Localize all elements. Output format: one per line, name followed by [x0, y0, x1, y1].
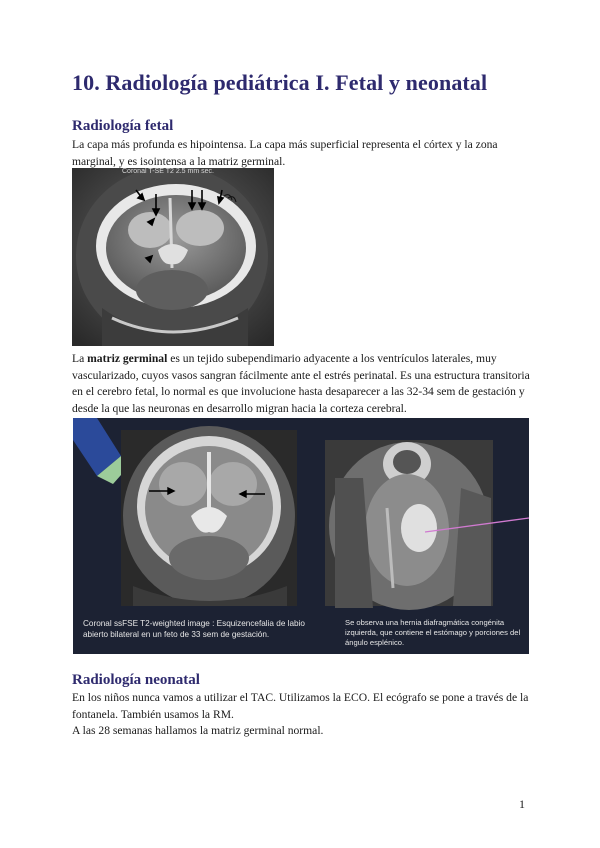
section-heading-fetal: Radiología fetal	[72, 118, 174, 134]
paragraph-matriz-germinal	[72, 351, 532, 417]
matriz-text-rest: es un tejido subependimario adyacente a los ventrículos laterales, muy vascularizado, cuyos vasos sangran fácilmente ante el estrés perinatal. Es una estructura transitoria en el cerebro fetal, lo normal es que involucione hasta desaparecer a las 32-34 sem de gestación y desde la que las neuronas en desarrollo migran hacia la corteza cerebral.	[72, 352, 530, 415]
paragraph-neonatal-28-weeks: A las 28 semanas hallamos la matriz germinal normal.	[72, 724, 324, 737]
matriz-text-lead: La	[72, 352, 88, 365]
paragraph-neonatal-imaging: En los niños nunca vamos a utilizar el TAC. Utilizamos la ECO. El ecógrafo se pone a través de la fontanela. También usamos la RM.	[72, 691, 529, 721]
page-title: 10. Radiología pediátrica I. Fetal y neonatal	[72, 70, 488, 95]
section-heading-neonatal: Radiología neonatal	[72, 672, 200, 688]
slide-caption-left: Coronal ssFSE T2-weighted image : Esquizencefalia de labio abierto bilateral en un feto de 33 sem de gestación.	[83, 619, 305, 639]
slide-caption-right: Se observa una hernia diafragmática congénita izquierda, que contiene el estómago y porciones del ángulo esplénico.	[345, 618, 521, 647]
paragraph-fetal-layers: La capa más profunda es hipointensa. La capa más superficial representa el córtex y la zona marginal, y es isointensa a la matriz germinal.	[72, 138, 498, 168]
page-number: 1	[519, 797, 525, 811]
fetal-mri-slide	[73, 418, 529, 654]
mri-sequence-label: Coronal T-SE T2 2.5 mm sec.	[122, 168, 214, 175]
matriz-germinal-term: matriz germinal	[87, 352, 168, 365]
fetal-brain-mri-image	[72, 168, 274, 346]
